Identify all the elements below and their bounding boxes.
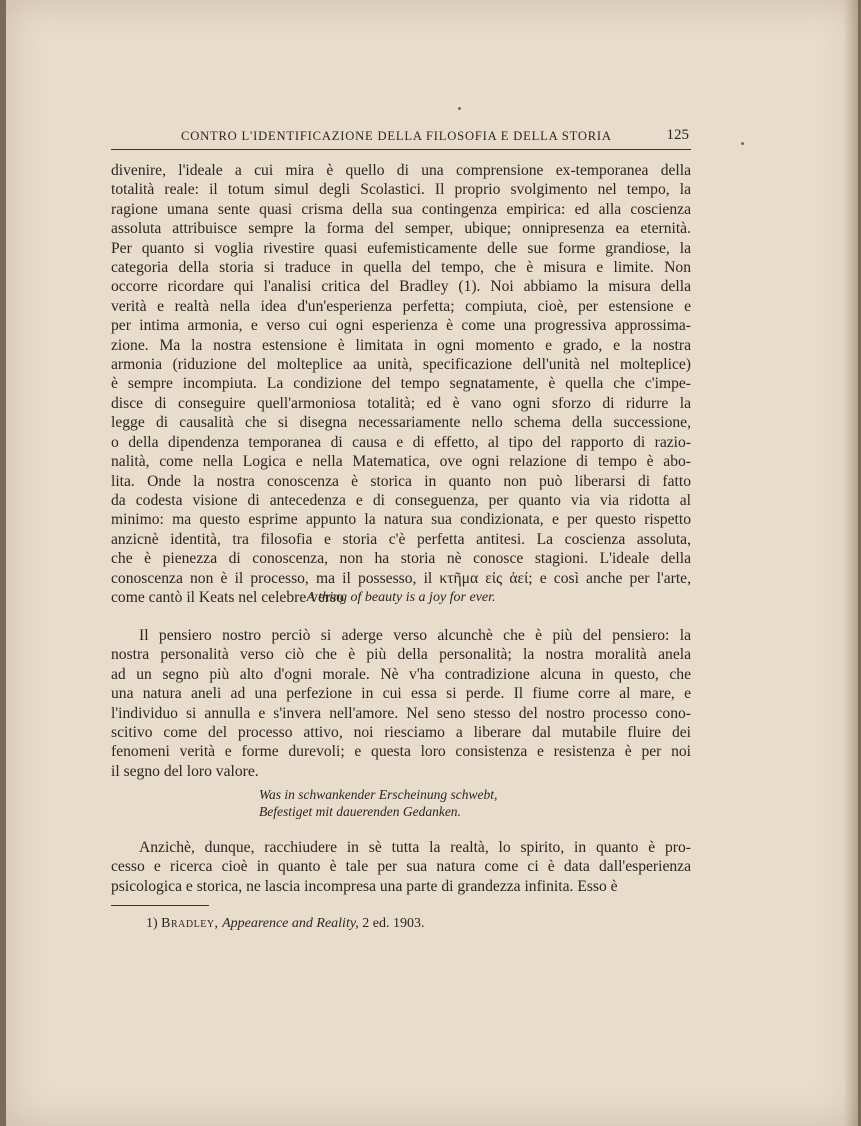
text-line: armonia (riduzione del molteplice aa unità, specificazione dell'unità nel molteplice)	[111, 356, 691, 374]
text-line: ad un segno più alto d'ogni morale. Nè v'ha contradizione alcuna in questo, che	[111, 665, 691, 683]
text-line: o della dipendenza temporanea di causa e di effetto, al tipo del rapporto di razio-	[111, 433, 691, 451]
book-page	[6, 0, 858, 1126]
text-line: Il pensiero nostro perciò si aderge verso alcunchè che è più del pensiero: la	[139, 627, 691, 644]
text-line: lita. Onde la nostra conoscenza è storica in quanto non può liberarsi di fatto	[111, 472, 691, 490]
text-line: scitivo come del processo attivo, noi riesciamo a liberare dal mutabile fluire dei	[111, 724, 691, 742]
text-line: minimo: ma questo esprime appunto la natura sua condizionata, e per questo rispetto	[111, 511, 691, 529]
text-line: disce di conseguire quell'armoniosa totalità; ed è vano ogni sforzo di ridurre la	[111, 394, 691, 412]
goethe-verse	[259, 786, 497, 820]
text-line: nostra personalità verso ciò che è più della personalità; la nostra moralità anela	[111, 646, 691, 664]
text-line: Per quanto si voglia rivestire quasi eufemisticamente delle sue forme grandiose, la	[111, 239, 691, 257]
footnote-title: Appearence and Reality,	[222, 916, 359, 931]
text-line: è sempre incompiuta. La condizione del tempo segnatamente, è quella che c'impe-	[111, 375, 691, 393]
paper-speck	[458, 107, 461, 110]
footnote-rule	[111, 905, 209, 906]
text-line: cesso e ricerca cioè in quanto è tale per sua natura come ci è data dall'esperienza	[111, 858, 691, 876]
text-line: assoluta attribuisce sempre la forma del semper, ubique; onnipresenza ea eternità.	[111, 220, 691, 238]
page-header	[111, 127, 691, 150]
paragraph-1	[111, 161, 691, 607]
text-line: che è pienezza di conoscenza, non ha storia nè conosce stagioni. L'ideale della	[111, 550, 691, 568]
page-number: 125	[666, 127, 689, 143]
text-line: anzicnè identità, tra filosofia e storia c'è perfetta antitesi. La coscienza assoluta,	[111, 530, 691, 548]
text-line: per intima armonia, e verso cui ogni esperienza è come una progressiva approssima-	[111, 317, 691, 335]
keats-quote: A thing of beauty is a joy for ever.	[306, 590, 496, 605]
footnote-edition: 2 ed. 1903.	[362, 916, 425, 931]
text-line: Anzichè, dunque, racchiudere in sè tutta la realtà, lo spirito, in quanto è pro-	[139, 839, 691, 856]
text-line: da codesta visione di antecedenza e di conseguenza, per quanto via via ridotta al	[111, 491, 691, 509]
text-line: totalità reale: il totum simul degli Scolastici. Il proprio svolgimento nel tempo, la	[111, 181, 691, 199]
paper-speck	[741, 142, 744, 145]
paragraph-3	[111, 838, 691, 896]
text-line: legge di causalità che si disegna necessariamente nello schema della successione,	[111, 414, 691, 432]
text-line: l'individuo si annulla e s'invera nell'amore. Nel seno stesso del nostro processo cono-	[111, 704, 691, 722]
text-line: nalità, come nella Logica e nella Matematica, ove ogni relazione di tempo è abo-	[111, 453, 691, 471]
text-line: Befestiget mit dauerenden Gedanken.	[259, 804, 461, 819]
text-line: psicologica e storica, ne lascia incompresa una parte di grandezza infinita. Esso è	[111, 877, 618, 895]
text-line: occorre ricordare qui l'analisi critica del Bradley (1). Noi abbiamo la misura della	[111, 278, 691, 296]
footnote-number: 1)	[146, 916, 158, 931]
page-edge-shadow	[844, 0, 858, 1126]
footnote-author: Bradley,	[161, 916, 219, 931]
text-line: ragione umana sente quasi crisma della sua contingenza empirica: ed alla coscienza	[111, 200, 691, 218]
footnote	[146, 916, 425, 932]
paragraph-2	[111, 626, 691, 781]
running-head: CONTRO L'IDENTIFICAZIONE DELLA FILOSOFIA E DELLA STORIA	[181, 129, 612, 143]
text-line: conoscenza non è il processo, ma il possesso, il κτῆμα εἰς ἀεί; e così anche per l'arte,	[111, 569, 691, 587]
text-line: come cantò il Keats nel celebre verso	[111, 588, 344, 606]
text-line: divenire, l'ideale a cui mira è quello di una comprensione ex-temporanea della	[111, 162, 691, 179]
text-line: zione. Ma la nostra estensione è limitata in ogni momento e grado, e la nostra	[111, 336, 691, 354]
text-line: una natura aneli ad una perfezione in cui essa si perde. Il fiume corre al mare, e	[111, 685, 691, 703]
text-line: categoria della storia si traduce in quella del tempo, che è misura e limite. Non	[111, 259, 691, 277]
text-line: Was in schwankender Erscheinung schwebt,	[259, 787, 498, 802]
text-line: il segno del loro valore.	[111, 762, 259, 780]
text-line: verità e realtà nella idea d'un'esperienza perfetta; compiuta, cioè, per estensione e	[111, 297, 691, 315]
text-line: fenomeni verità e forme durevoli; e questa loro consistenza e resistenza è per noi	[111, 743, 691, 761]
